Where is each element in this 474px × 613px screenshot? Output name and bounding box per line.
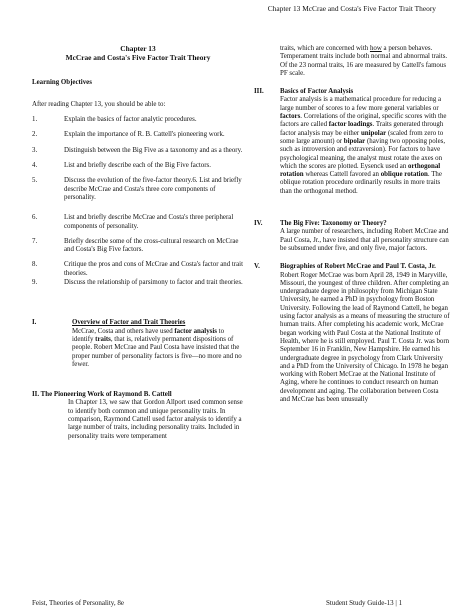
section-big-five (254, 220, 450, 253)
running-header: Chapter 13 McCrae and Costa's Five Factor Trait Theory (267, 4, 436, 13)
objective-text: Briefly describe some of the cross-cultural research on McCrae and Costa's Big Five factors. (64, 237, 239, 254)
section-body: McCrae, Costa and others have used factor analysis to identify traits, that is, relatively permanent dispositions of people. Robert McCrae and Paul Costa have insisted that the proper number of personality factors is five—no more and no fewer. (72, 327, 242, 368)
objective-number: 9. (32, 279, 38, 287)
objective-item (32, 131, 244, 139)
section-overview (32, 319, 244, 369)
objective-text: Explain the importance of R. B. Cattell's pioneering work. (64, 131, 225, 139)
section-body: Factor analysis is a mathematical procedure for reducing a large number of scores to a few more general variables or factors. Correlations of the original, specific scores with the factors are called factor loadings. Traits generated through factor analysis may be either unipolar (scaled from zero to some large amount) or bipolar (having two opposing poles, such as introversion and extraversion). For factors to have psychological meaning, the analyst must rotate the axes on which the scores are plotted. Eysenck used an orthogonal rotation whereas Cattell favored an oblique rotation. The oblique rotation procedure ordinarily results in more traits than the orthogonal method. (280, 96, 447, 195)
objective-number: 8. (32, 261, 38, 269)
section-number: I. (32, 319, 37, 327)
objective-text: Discuss the evolution of the five-factor theory.6. List and briefly describe McCrae and Costa's three core components of personality. (64, 177, 242, 201)
objective-number: 7. (32, 237, 38, 245)
section-biographies (254, 263, 450, 404)
objectives-heading: Learning Objectives (32, 78, 92, 86)
section-body: A large number of researchers, including Robert McCrae and Paul Costa, Jr., have insisted that all personality structure can be subsumed under five, and only five, major factors. (280, 228, 449, 252)
section-factor-analysis (254, 88, 450, 196)
objective-number: 5. (32, 177, 38, 185)
section-heading: II. The Pioneering Work of Raymond B. Cattell (32, 391, 172, 399)
footer-book-title: Feist, Theories of Personality, 8e (32, 599, 124, 607)
objective-text: Explain the basics of factor analytic procedures. (64, 116, 197, 124)
right-column (254, 45, 450, 404)
section-heading: Basics of Factor Analysis (280, 88, 354, 96)
chapter-title: McCrae and Costa's Five Factor Trait Theory (65, 53, 211, 63)
section-heading: The Big Five: Taxonomy or Theory? (280, 220, 387, 228)
objective-number: 3. (32, 146, 38, 154)
footer-page-number: Student Study Guide-13 | 1 (326, 599, 403, 607)
objective-text: Critique the pros and cons of McCrae and Costa's factor and trait theories. (64, 261, 244, 277)
section-heading: Overview of Factor and Trait Theories (72, 319, 186, 327)
objectives-list (32, 116, 244, 287)
objective-text: Distinguish between the Big Five as a taxonomy and as a theory. (64, 146, 243, 154)
section-number: V. (254, 263, 260, 271)
objective-number: 6. (32, 214, 38, 222)
section-number: III. (254, 88, 264, 96)
section-cattell (32, 391, 244, 441)
section-body: Robert Roger McCrae was born April 28, 1949 in Maryville, Missouri, the youngest of three children. After completing an undergraduate degree in philosophy from Michigan State University, he earned a PhD in psychology from Boston University. Following the lead of Raymond Cattell, he began using factor analysis as a means of measuring the structure of human traits. After completing his academic work, McCrae began working with Paul Costa at the National Institute of Health, where he is still employed. Paul T. Costa Jr. was born September 16 in Franklin, New Hampshire. He earned his undergraduate degree in psychology from Clark University and a PhD from the University of Chicago. In 1978 he began working with Robert McCrae at the National Institute of Aging, where he continues to conduct research on human development and aging. The collaboration between Costa and McCrae has been unusually (280, 271, 450, 403)
objective-text: Discuss the relationship of parsimony to factor and trait theories. (64, 279, 243, 287)
objective-item (32, 177, 244, 202)
objective-number: 4. (32, 162, 38, 170)
objectives-intro: After reading Chapter 13, you should be able to: (32, 100, 166, 108)
objective-item (32, 116, 244, 124)
objective-text: List and briefly describe each of the Big Five factors. (64, 162, 211, 170)
objective-item (32, 147, 244, 155)
objective-number: 1. (32, 116, 38, 124)
objective-item (32, 238, 244, 255)
objective-item (32, 261, 244, 278)
left-column (32, 45, 244, 441)
chapter-number: Chapter 13 (120, 44, 156, 53)
section-body: In Chapter 13, we saw that Gordon Allport used common sense to identify both common and unique personality traits. In comparison, Raymond Cattell used factor analysis to identify a large number of traits, including personality traits. Included in personality traits were temperament (68, 399, 243, 440)
objective-item (32, 214, 244, 231)
objective-number: 2. (32, 131, 38, 139)
section-heading: Biographies of Robert McCrae and Paul T. Costa, Jr. (280, 263, 436, 271)
objective-text: List and briefly describe McCrae and Costa's three peripheral components of personality. (64, 214, 234, 230)
objective-item (32, 162, 244, 170)
section-number: IV. (254, 220, 263, 228)
continued-text: traits, which are concerned with how a person behaves. Temperament traits include both normal and abnormal traits. Of the 23 normal traits, 16 are measured by Cattell's famous PF scale. (280, 45, 448, 77)
objective-item (32, 279, 244, 287)
